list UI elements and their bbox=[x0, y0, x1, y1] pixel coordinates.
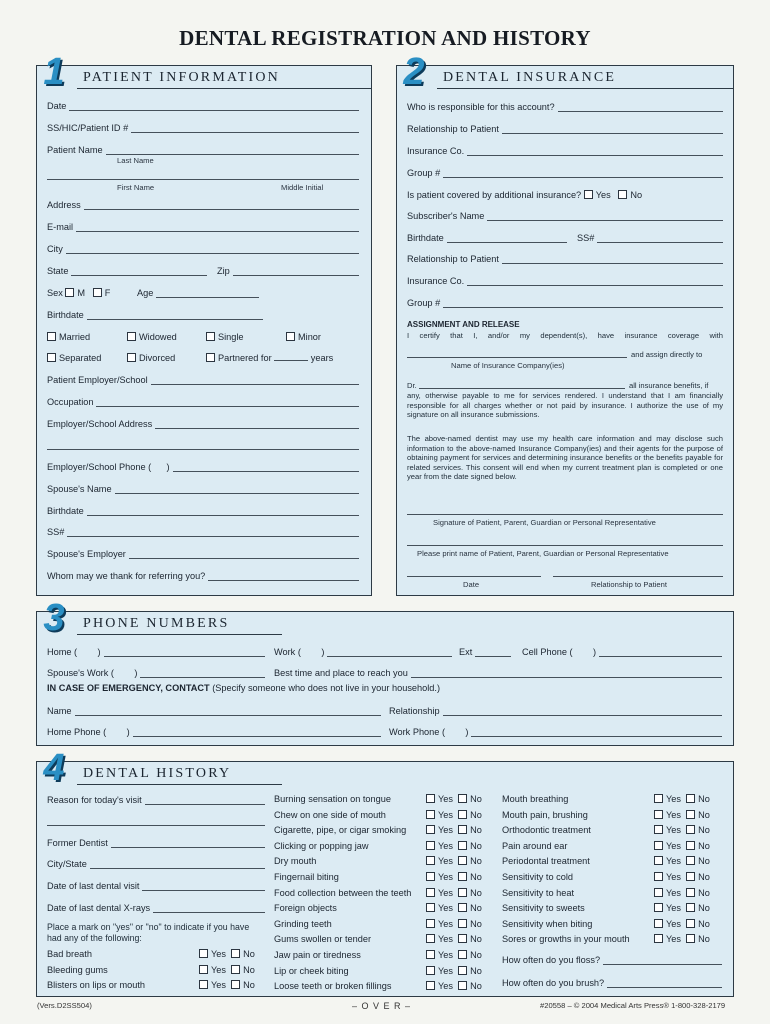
no-checkbox[interactable] bbox=[458, 825, 467, 834]
no-label: No bbox=[470, 794, 482, 804]
section-heading: PATIENT INFORMATION bbox=[83, 70, 280, 85]
no-label: No bbox=[470, 872, 482, 882]
yes-label: Yes bbox=[438, 981, 453, 992]
yes-no-options bbox=[426, 841, 482, 851]
separated-option[interactable]: Separated bbox=[47, 353, 101, 363]
referral-field[interactable]: Whom may we thank for referring you? bbox=[47, 571, 359, 582]
yes-checkbox[interactable] bbox=[426, 903, 435, 912]
yes-checkbox[interactable] bbox=[426, 872, 435, 881]
benefits-text: all insurance benefits, if bbox=[629, 381, 709, 390]
no-checkbox[interactable] bbox=[231, 980, 240, 989]
no-label: No bbox=[470, 981, 482, 992]
yes-label: Yes bbox=[438, 794, 453, 804]
subscriber-ss-field[interactable]: SS# bbox=[577, 233, 723, 244]
no-checkbox[interactable] bbox=[686, 856, 695, 865]
no-label: No bbox=[698, 918, 710, 929]
state-field[interactable]: State bbox=[47, 266, 207, 277]
no-checkbox[interactable] bbox=[458, 966, 467, 975]
no-label: No bbox=[470, 965, 482, 976]
history-item-label: Cigarette, pipe, or cigar smoking bbox=[274, 825, 407, 836]
no-label: No bbox=[470, 840, 482, 851]
yes-checkbox[interactable] bbox=[654, 794, 663, 803]
no-label: No bbox=[698, 887, 710, 898]
yes-label: Yes bbox=[666, 856, 681, 867]
dentist-name-line[interactable] bbox=[419, 388, 625, 389]
group-number-field[interactable]: Group # bbox=[407, 168, 723, 179]
dental-insurance-panel bbox=[396, 51, 734, 596]
yes-no-options bbox=[654, 888, 710, 898]
dental-history-panel bbox=[36, 747, 734, 997]
form-title: DENTAL REGISTRATION AND HISTORY bbox=[179, 26, 591, 50]
no-checkbox[interactable] bbox=[686, 825, 695, 834]
yes-no-options bbox=[426, 934, 482, 944]
yes-label: Yes bbox=[666, 934, 681, 945]
yes-label: Yes bbox=[666, 903, 681, 914]
no-checkbox[interactable] bbox=[458, 919, 467, 928]
yes-checkbox[interactable] bbox=[426, 794, 435, 803]
no-label: No bbox=[698, 856, 710, 867]
no-checkbox[interactable] bbox=[458, 950, 467, 959]
insurance-name-caption: Name of Insurance Company(ies) bbox=[451, 361, 565, 370]
patient-id-field[interactable]: SS/HIC/Patient ID # bbox=[47, 123, 359, 134]
yes-label: Yes bbox=[666, 872, 681, 882]
patient-employer-field[interactable]: Patient Employer/School bbox=[47, 375, 359, 386]
spouse-name-field[interactable]: Spouse's Name bbox=[47, 484, 359, 495]
yes-no-options bbox=[426, 825, 482, 835]
yes-no-options bbox=[426, 888, 482, 898]
yes-no-options bbox=[426, 981, 482, 991]
yes-checkbox[interactable] bbox=[199, 949, 208, 958]
widowed-option[interactable]: Widowed bbox=[127, 332, 177, 342]
yes-no-options bbox=[426, 810, 482, 820]
no-checkbox[interactable] bbox=[686, 841, 695, 850]
history-item-label: Clicking or popping jaw bbox=[274, 840, 369, 851]
history-item-label: Orthodontic treatment bbox=[502, 825, 591, 836]
spouse-birthdate-field[interactable]: Birthdate bbox=[47, 506, 359, 517]
history-item-label: Sores or growths in your mouth bbox=[502, 934, 630, 945]
signature-line[interactable] bbox=[407, 514, 723, 515]
yes-no-options bbox=[426, 856, 482, 866]
history-item-label: Pain around ear bbox=[502, 840, 568, 851]
instructions-text: Place a mark on "yes" or "no" to indicate if you have had any of the following: bbox=[47, 922, 250, 943]
history-item-label: Foreign objects bbox=[274, 903, 337, 914]
spouse-work-field[interactable]: Spouse's Work ( ) bbox=[47, 668, 265, 679]
middle-initial-caption: Middle Initial bbox=[281, 183, 324, 192]
emergency-work-phone-field[interactable]: Work Phone ( ) bbox=[389, 727, 722, 738]
patient-information-panel bbox=[36, 51, 372, 596]
floss-frequency-field[interactable]: How often do you floss? bbox=[502, 955, 722, 966]
home-phone-field[interactable]: Home ( ) bbox=[47, 647, 265, 658]
city-field[interactable]: City bbox=[47, 244, 359, 255]
minor-option[interactable]: Minor bbox=[286, 332, 321, 342]
section-number-badge: 4 bbox=[43, 747, 65, 789]
yes-label: Yes bbox=[666, 825, 681, 836]
yes-no-options bbox=[654, 919, 710, 929]
yes-checkbox[interactable] bbox=[654, 888, 663, 897]
no-checkbox[interactable] bbox=[686, 872, 695, 881]
history-item-label: Sensitivity to cold bbox=[502, 872, 573, 882]
no-checkbox[interactable] bbox=[686, 888, 695, 897]
spouse-employer-field[interactable]: Spouse's Employer bbox=[47, 549, 359, 560]
yes-checkbox[interactable] bbox=[654, 934, 663, 943]
no-checkbox[interactable] bbox=[686, 903, 695, 912]
section-heading: PHONE NUMBERS bbox=[83, 616, 230, 631]
no-checkbox[interactable] bbox=[458, 903, 467, 912]
history-item-label: Sensitivity to sweets bbox=[502, 903, 585, 914]
yes-checkbox[interactable] bbox=[199, 980, 208, 989]
yes-checkbox[interactable] bbox=[654, 919, 663, 928]
history-item-label: Sensitivity when biting bbox=[502, 918, 593, 929]
no-label: No bbox=[470, 934, 482, 945]
publisher-info: #20558 – © 2004 Medical Arts Press® 1-800-328-2179 bbox=[540, 1001, 726, 1010]
history-item-label: Jaw pain or tiredness bbox=[274, 950, 361, 960]
history-item-label: Food collection between the teeth bbox=[274, 887, 412, 898]
brush-frequency-field[interactable]: How often do you brush? bbox=[502, 978, 722, 989]
single-option[interactable]: Single bbox=[206, 332, 244, 342]
history-item-label: Bad breath bbox=[47, 949, 92, 959]
history-item-label: Sensitivity to heat bbox=[502, 887, 575, 898]
yes-checkbox[interactable] bbox=[426, 841, 435, 850]
yes-label: Yes bbox=[211, 980, 226, 991]
no-label: No bbox=[698, 794, 710, 804]
history-item-label: Lip or cheek biting bbox=[274, 965, 349, 976]
history-item-label: Loose teeth or broken fillings bbox=[274, 981, 392, 992]
no-label: No bbox=[243, 964, 255, 975]
first-name-caption: First Name bbox=[117, 183, 155, 192]
insurance-company-name-line[interactable] bbox=[407, 357, 627, 358]
ext-field[interactable]: Ext bbox=[459, 647, 511, 658]
yes-checkbox[interactable] bbox=[426, 856, 435, 865]
yes-label: Yes bbox=[666, 794, 681, 804]
insurance-company2-field[interactable]: Insurance Co. bbox=[407, 276, 723, 287]
no-checkbox[interactable] bbox=[458, 856, 467, 865]
date-field[interactable]: Date bbox=[47, 101, 359, 112]
yes-checkbox[interactable] bbox=[654, 810, 663, 819]
no-label: No bbox=[470, 903, 482, 914]
yes-label: Yes bbox=[438, 840, 453, 851]
dr-label: Dr. bbox=[407, 381, 417, 390]
yes-no-options bbox=[199, 949, 255, 959]
history-item-label: Fingernail biting bbox=[274, 872, 339, 882]
group-number2-field[interactable]: Group # bbox=[407, 298, 723, 309]
print-name-line[interactable] bbox=[407, 545, 723, 546]
no-label: No bbox=[698, 903, 710, 914]
no-checkbox[interactable] bbox=[686, 794, 695, 803]
emergency-home-phone-field[interactable]: Home Phone ( ) bbox=[47, 727, 381, 738]
history-item-label: Blisters on lips or mouth bbox=[47, 980, 146, 991]
additional-insurance-row: Is patient covered by additional insurance? Yes No bbox=[407, 190, 643, 200]
print-name-caption: Please print name of Patient, Parent, Guardian or Personal Representative bbox=[417, 549, 669, 558]
no-label: No bbox=[470, 825, 482, 836]
insurance-company-field[interactable]: Insurance Co. bbox=[407, 146, 723, 157]
no-checkbox[interactable] bbox=[458, 872, 467, 881]
yes-no-options bbox=[654, 856, 710, 866]
yes-checkbox[interactable] bbox=[426, 919, 435, 928]
yes-no-options bbox=[426, 966, 482, 976]
section-number-badge: 1 bbox=[43, 51, 65, 93]
yes-no-options bbox=[199, 965, 255, 975]
reason-line2[interactable] bbox=[47, 825, 265, 826]
sex-f-checkbox[interactable] bbox=[93, 288, 102, 297]
no-label: No bbox=[698, 825, 710, 836]
employer-address-field[interactable]: Employer/School Address bbox=[47, 419, 359, 430]
cell-phone-field[interactable]: Cell Phone ( ) bbox=[522, 647, 722, 658]
best-time-field[interactable]: Best time and place to reach you bbox=[274, 668, 722, 679]
history-item-label: Bleeding gums bbox=[47, 964, 108, 975]
yes-checkbox[interactable] bbox=[654, 841, 663, 850]
last-name-caption: Last Name bbox=[117, 156, 154, 165]
no-label: No bbox=[698, 934, 710, 945]
yes-label: Yes bbox=[666, 887, 681, 898]
yes-checkbox[interactable] bbox=[654, 903, 663, 912]
yes-label: Yes bbox=[438, 950, 453, 960]
yes-no-options bbox=[426, 903, 482, 913]
no-label: No bbox=[698, 872, 710, 882]
history-item-label: Periodontal treatment bbox=[502, 856, 590, 867]
over-indicator: – O V E R – bbox=[352, 1001, 412, 1011]
yes-label: Yes bbox=[438, 934, 453, 945]
no-label: No bbox=[470, 950, 482, 960]
no-checkbox[interactable] bbox=[458, 841, 467, 850]
no-label: No bbox=[470, 809, 482, 820]
yes-no-options bbox=[426, 872, 482, 882]
yes-label: Yes bbox=[438, 872, 453, 882]
yes-label: Yes bbox=[438, 825, 453, 836]
no-label: No bbox=[243, 949, 255, 959]
yes-no-options bbox=[426, 794, 482, 804]
yes-label: Yes bbox=[438, 809, 453, 820]
yes-checkbox[interactable] bbox=[426, 888, 435, 897]
yes-checkbox[interactable] bbox=[654, 856, 663, 865]
date-line[interactable] bbox=[407, 576, 541, 577]
no-label: No bbox=[470, 918, 482, 929]
section-heading: DENTAL HISTORY bbox=[83, 766, 232, 781]
yes-label: Yes bbox=[438, 918, 453, 929]
no-label: No bbox=[243, 980, 255, 991]
occupation-field[interactable]: Occupation bbox=[47, 397, 359, 408]
history-item-label: Dry mouth bbox=[274, 856, 317, 867]
subscriber-name-field[interactable]: Subscriber's Name bbox=[407, 211, 723, 222]
divorced-option[interactable]: Divorced bbox=[127, 353, 175, 363]
no-checkbox[interactable] bbox=[458, 794, 467, 803]
yes-no-options bbox=[654, 872, 710, 882]
no-label: No bbox=[470, 887, 482, 898]
married-option[interactable]: Married bbox=[47, 332, 90, 342]
no-checkbox[interactable] bbox=[231, 965, 240, 974]
yes-checkbox[interactable] bbox=[426, 950, 435, 959]
signature-caption: Signature of Patient, Parent, Guardian or Personal Representative bbox=[433, 518, 656, 527]
certify-text: I certify that I, and/or my dependent(s), have insurance coverage with bbox=[407, 331, 723, 340]
version-code: (Vers.D2SS504) bbox=[37, 1001, 92, 1010]
yes-label: Yes bbox=[438, 887, 453, 898]
section-number-badge: 3 bbox=[43, 597, 65, 639]
yes-label: Yes bbox=[438, 856, 453, 867]
assign-directly-text: and assign directly to bbox=[631, 350, 703, 359]
yes-label: Yes bbox=[666, 840, 681, 851]
yes-checkbox[interactable] bbox=[426, 981, 435, 990]
last-xrays-field[interactable]: Date of last dental X-rays bbox=[47, 903, 265, 914]
reason-for-visit-field[interactable]: Reason for today's visit bbox=[47, 795, 265, 806]
yes-checkbox[interactable] bbox=[426, 810, 435, 819]
patient-last-name-field[interactable]: Patient Name bbox=[47, 145, 359, 156]
yes-checkbox[interactable] bbox=[654, 872, 663, 881]
sex-row: Sex M F bbox=[47, 288, 111, 298]
no-checkbox[interactable] bbox=[231, 949, 240, 958]
yes-no-options bbox=[654, 841, 710, 851]
history-item-label: Mouth breathing bbox=[502, 794, 569, 804]
birthdate-field[interactable]: Birthdate bbox=[47, 310, 263, 321]
no-checkbox[interactable] bbox=[458, 810, 467, 819]
date-caption: Date bbox=[463, 580, 480, 589]
yes-no-options bbox=[199, 980, 255, 990]
no-checkbox[interactable] bbox=[686, 810, 695, 819]
no-label: No bbox=[470, 856, 482, 867]
former-dentist-field[interactable]: Former Dentist bbox=[47, 838, 265, 849]
no-checkbox[interactable] bbox=[686, 919, 695, 928]
yes-no-options bbox=[654, 934, 710, 944]
email-field[interactable]: E-mail bbox=[47, 222, 359, 233]
last-visit-field[interactable]: Date of last dental visit bbox=[47, 881, 265, 892]
yes-label: Yes bbox=[438, 903, 453, 914]
employer-phone-field[interactable]: Employer/School Phone ( ) bbox=[47, 462, 359, 473]
yes-checkbox[interactable] bbox=[654, 825, 663, 834]
spouse-ss-field[interactable]: SS# bbox=[47, 527, 359, 538]
address-field[interactable]: Address bbox=[47, 200, 359, 211]
section-number-badge: 2 bbox=[403, 51, 425, 93]
partnered-option[interactable]: Partnered for years bbox=[206, 353, 333, 363]
phone-numbers-panel bbox=[36, 597, 734, 746]
work-phone-field[interactable]: Work ( ) bbox=[274, 647, 452, 658]
subscriber-birthdate-field[interactable]: Birthdate bbox=[407, 233, 567, 244]
no-checkbox[interactable] bbox=[458, 888, 467, 897]
disclosure-paragraph: The above-named dentist may use my health care information and may disclose such information to the above-named Insurance Company(ies) and their agents for the purpose of obtaining payment for services and determining insurance benefits or the benefits payable for related services. This consent will end when my current treatment plan is completed or one year from the date signed below. bbox=[407, 434, 723, 482]
no-checkbox[interactable] bbox=[458, 981, 467, 990]
emergency-relationship-field[interactable]: Relationship bbox=[389, 706, 722, 717]
responsible-party-field[interactable]: Who is responsible for this account? bbox=[407, 102, 723, 113]
yes-no-options bbox=[654, 810, 710, 820]
no-label: No bbox=[698, 840, 710, 851]
history-item-label: Gums swollen or tender bbox=[274, 934, 372, 945]
yes-label: Yes bbox=[211, 949, 226, 959]
yes-label: Yes bbox=[666, 918, 681, 929]
emergency-contact-heading: IN CASE OF EMERGENCY, CONTACT (Specify someone who does not live in your household.) bbox=[47, 683, 441, 693]
yes-checkbox[interactable] bbox=[426, 934, 435, 943]
additional-yes-checkbox[interactable] bbox=[584, 190, 593, 199]
yes-no-options bbox=[654, 794, 710, 804]
history-item-label: Chew on one side of mouth bbox=[274, 809, 386, 820]
yes-label: Yes bbox=[211, 964, 226, 975]
yes-no-options bbox=[654, 903, 710, 913]
relationship-caption: Relationship to Patient bbox=[591, 580, 667, 589]
yes-label: Yes bbox=[438, 965, 453, 976]
relationship-line[interactable] bbox=[553, 576, 723, 577]
yes-checkbox[interactable] bbox=[426, 825, 435, 834]
release-paragraph: any, otherwise payable to me for services rendered. I understand that I am financially responsible for all charges whether or not paid by insurance. I authorize the use of my signature on all insurance submissions. bbox=[407, 391, 723, 420]
city-state-field[interactable]: City/State bbox=[47, 859, 265, 870]
section-heading: DENTAL INSURANCE bbox=[443, 70, 617, 85]
employer-address-line2[interactable] bbox=[47, 449, 359, 450]
age-field[interactable]: Age bbox=[137, 288, 259, 299]
relationship-field[interactable]: Relationship to Patient bbox=[407, 124, 723, 135]
no-checkbox[interactable] bbox=[686, 934, 695, 943]
assignment-heading: ASSIGNMENT AND RELEASE bbox=[407, 320, 520, 329]
relationship2-field[interactable]: Relationship to Patient bbox=[407, 254, 723, 265]
zip-field[interactable]: Zip bbox=[217, 266, 359, 277]
yes-no-options bbox=[426, 950, 482, 960]
yes-label: Yes bbox=[666, 809, 681, 820]
additional-no-checkbox[interactable] bbox=[618, 190, 627, 199]
no-label: No bbox=[698, 809, 710, 820]
yes-checkbox[interactable] bbox=[199, 965, 208, 974]
yes-checkbox[interactable] bbox=[426, 966, 435, 975]
yes-no-options bbox=[426, 919, 482, 929]
no-checkbox[interactable] bbox=[458, 934, 467, 943]
first-name-field[interactable] bbox=[47, 179, 359, 180]
history-item-label: Burning sensation on tongue bbox=[274, 794, 391, 804]
sex-m-checkbox[interactable] bbox=[65, 288, 74, 297]
yes-no-options bbox=[654, 825, 710, 835]
history-item-label: Grinding teeth bbox=[274, 918, 332, 929]
emergency-name-field[interactable]: Name bbox=[47, 706, 381, 717]
history-item-label: Mouth pain, brushing bbox=[502, 809, 588, 820]
